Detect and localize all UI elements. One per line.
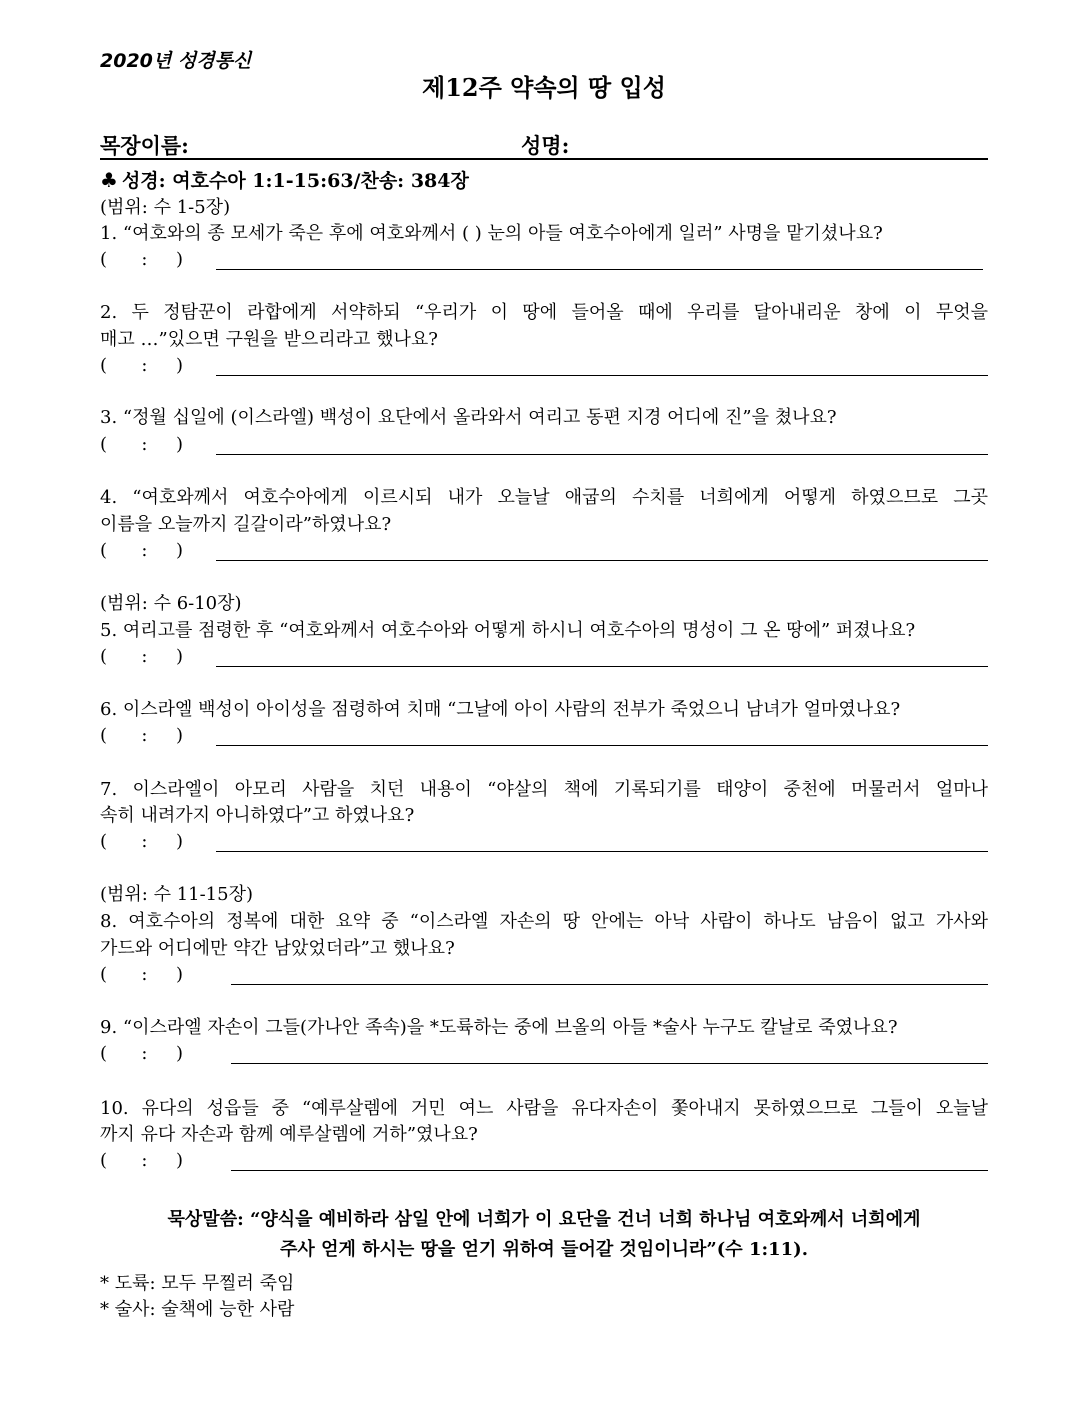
scripture-text: 성경: 여호수아 1:1-15:63/찬송: 384장: [121, 170, 469, 192]
answer-blank-4: ( : ): [100, 540, 184, 561]
memory-verse-line-2: 주사 얻게 하시는 땅을 얻기 위하여 들어갈 것임이니라”(수 1:11).: [280, 1239, 808, 1260]
section-range-3: (범위: 수 11-15장): [100, 884, 253, 905]
answer-row-10: [100, 1149, 988, 1173]
footnote-1: * 도륙: 모두 무찔러 죽임: [100, 1273, 295, 1294]
question-3-line-1: 3. “정월 십일에 (이스라엘) 백성이 요단에서 올라와서 여리고 동편 지경 어디에 진”을 쳤나요?: [100, 407, 837, 428]
answer-row-8: [100, 963, 988, 987]
question-6-line-1: 6. 이스라엘 백성이 아이성을 점령하여 치매 “그날에 아이 사람의 전부가 죽었으니 남녀가 얼마였나요?: [100, 699, 901, 720]
question-8-line-1: 8. 여호수아의 정복에 대한 요약 중 “이스라엘 자손의 땅 안에는 아낙 사람이 하나도 남음이 없고 가사와: [100, 911, 988, 932]
memory-verse-line-1: 묵상말씀: “양식을 예비하라 삼일 안에 너희가 이 요단을 건너 너희 하나님 여호와께서 너희에게: [167, 1209, 921, 1230]
answer-blank-8: ( : ): [100, 964, 184, 985]
answer-blank-9: ( : ): [100, 1043, 184, 1064]
answer-row-9: [100, 1042, 988, 1066]
question-4-line-1: 4. “여호와께서 여호수아에게 이르시되 내가 오늘날 애굽의 수치를 너희에게 어떻게 하였으므로 그곳: [100, 487, 988, 508]
answer-line-4[interactable]: [216, 560, 988, 561]
answer-line-6[interactable]: [216, 745, 988, 746]
answer-blank-1: ( : ): [100, 249, 184, 270]
answer-line-5[interactable]: [216, 666, 988, 667]
answer-row-3: [100, 433, 988, 457]
answer-blank-6: ( : ): [100, 725, 184, 746]
header-note: 2020년 성경통신: [100, 50, 252, 72]
question-8-line-2: 가드와 어디에만 약간 남았었더라”고 했나요?: [100, 938, 455, 959]
section-range-1: (범위: 수 1-5장): [100, 197, 231, 218]
question-7-line-2: 속히 내려가지 아니하였다”고 하였나요?: [100, 805, 415, 826]
club-icon: ♣: [100, 168, 118, 192]
question-9-line-1: 9. “이스라엘 자손이 그들(가나안 족속)을 *도륙하는 중에 브올의 아들 *술사 누구도 칼날로 죽였나요?: [100, 1017, 898, 1038]
question-10-line-2: 까지 유다 자손과 함께 예루살렘에 거하”였나요?: [100, 1124, 478, 1145]
name-row: [100, 126, 988, 160]
answer-row-2: [100, 354, 988, 378]
question-1-line-1: 1. “여호와의 종 모세가 죽은 후에 여호와께서 ( ) 눈의 아들 여호수아에게 일러” 사명을 맡기셨나요?: [100, 223, 883, 244]
question-7-line-1: 7. 이스라엘이 아모리 사람을 치던 내용이 “야살의 책에 기록되기를 태양이 중천에 머물러서 얼마나: [100, 779, 988, 800]
answer-line-3[interactable]: [216, 454, 988, 455]
scripture-line: [100, 166, 469, 193]
answer-blank-2: ( : ): [100, 355, 184, 376]
answer-row-1: [100, 248, 988, 272]
footnote-2: * 술사: 술책에 능한 사람: [100, 1299, 295, 1320]
answer-blank-5: ( : ): [100, 646, 184, 667]
answer-blank-7: ( : ): [100, 831, 184, 852]
answer-line-10[interactable]: [231, 1170, 988, 1171]
answer-row-7: [100, 830, 988, 854]
answer-row-6: [100, 724, 988, 748]
page-title: 제12주 약속의 땅 입성: [422, 73, 666, 102]
answer-row-5: [100, 645, 988, 669]
answer-row-4: [100, 539, 988, 563]
question-10-line-1: 10. 유다의 성읍들 중 “예루살렘에 거민 여느 사람을 유다자손이 쫓아내지 못하였으므로 그들이 오늘날: [100, 1098, 988, 1119]
question-4-line-2: 이름을 오늘까지 길갈이라”하였나요?: [100, 514, 392, 535]
pasture-name-label: 목장이름:: [100, 133, 189, 158]
answer-line-8[interactable]: [231, 984, 988, 985]
answer-line-2[interactable]: [216, 375, 988, 376]
student-name-label: 성명:: [521, 133, 570, 158]
answer-line-7[interactable]: [216, 851, 988, 852]
answer-line-1[interactable]: [216, 269, 983, 270]
question-2-line-2: 매고 …”있으면 구원을 받으리라고 했나요?: [100, 329, 438, 350]
memory-verse: [100, 1205, 988, 1265]
answer-line-9[interactable]: [231, 1063, 988, 1064]
answer-blank-10: ( : ): [100, 1150, 184, 1171]
question-2-line-1: 2. 두 정탐꾼이 라합에게 서약하되 “우리가 이 땅에 들어올 때에 우리를 달아내리운 창에 이 무엇을: [100, 302, 988, 323]
question-5-line-1: 5. 여리고를 점령한 후 “여호와께서 여호수아와 어떻게 하시니 여호수아의 명성이 그 온 땅에” 퍼졌나요?: [100, 620, 916, 641]
answer-blank-3: ( : ): [100, 434, 184, 455]
section-range-2: (범위: 수 6-10장): [100, 593, 242, 614]
